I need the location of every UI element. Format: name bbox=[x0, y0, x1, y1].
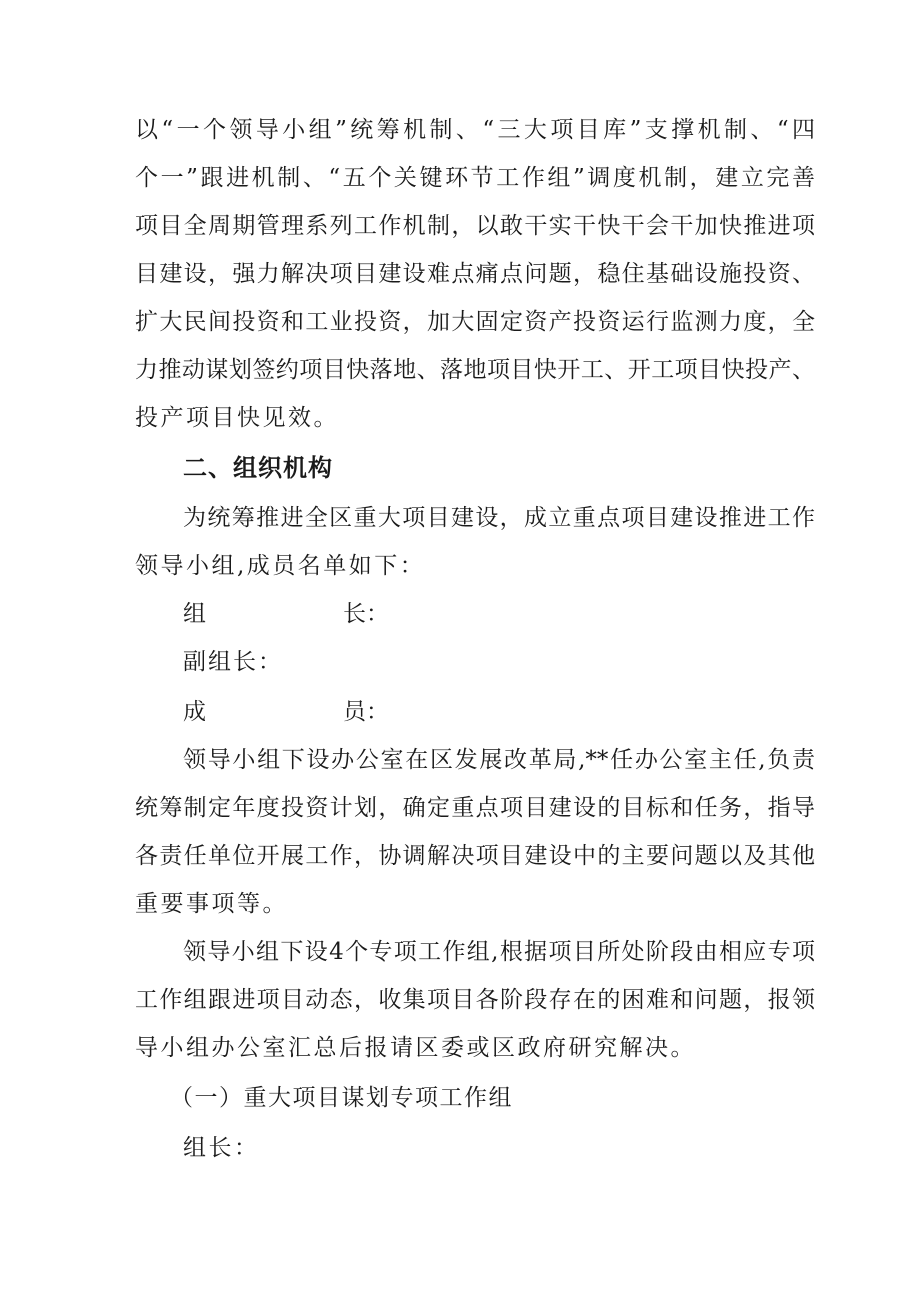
paragraph-line: 项目全周期管理系列工作机制，以敢干实干快干会干加快推进项 bbox=[135, 213, 815, 239]
paragraph-line: 统筹制定年度投资计划，确定重点项目建设的目标和任务，指导 bbox=[135, 795, 815, 821]
paragraph-line: 重要事项等。 bbox=[135, 891, 288, 917]
paragraph-line: 各责任单位开展工作，协调解决项目建设中的主要问题以及其他 bbox=[135, 843, 815, 869]
subsection-title: （一）重大项目谋划专项工作组 bbox=[170, 1085, 513, 1111]
paragraph-line: 领导小组下设办公室在区发展改革局,**任办公室主任,负责 bbox=[183, 747, 815, 773]
paragraph-line: 领导小组,成员名单如下： bbox=[135, 553, 426, 579]
paragraph-line: 为统筹推进全区重大项目建设，成立重点项目建设推进工作 bbox=[183, 505, 815, 531]
paragraph-line: 投产项目快见效。 bbox=[135, 405, 339, 431]
member-label-left: 成 bbox=[183, 699, 206, 725]
paragraph-line: 领导小组下设4个专项工作组,根据项目所处阶段由相应专项 bbox=[183, 939, 815, 965]
leader-label-left: 组 bbox=[183, 601, 206, 627]
paragraph-line: 导小组办公室汇总后报请区委或区政府研究解决。 bbox=[135, 1035, 696, 1061]
paragraph-line: 力推动谋划签约项目快落地、落地项目快开工、开工项目快投产、 bbox=[135, 357, 815, 383]
paragraph-line: 工作组跟进项目动态，收集项目各阶段存在的困难和问题，报领 bbox=[135, 987, 815, 1013]
paragraph-line: 扩大民间投资和工业投资，加大固定资产投资运行监测力度，全 bbox=[135, 309, 815, 335]
deputy-leader-label: 副组长： bbox=[183, 649, 283, 675]
paragraph-line: 目建设，强力解决项目建设难点痛点问题，稳住基础设施投资、 bbox=[135, 261, 815, 287]
paragraph-line: 个一”跟进机制、“五个关键环节工作组”调度机制，建立完善 bbox=[135, 165, 815, 191]
section-heading: 二、组织机构 bbox=[183, 454, 333, 482]
subsection-leader-label: 组长： bbox=[183, 1135, 260, 1161]
member-label-right: 员： bbox=[343, 699, 389, 725]
paragraph-line: 以“一个领导小组”统筹机制、“三大项目库”支撑机制、“四 bbox=[135, 117, 815, 143]
leader-label-right: 长： bbox=[343, 601, 389, 627]
